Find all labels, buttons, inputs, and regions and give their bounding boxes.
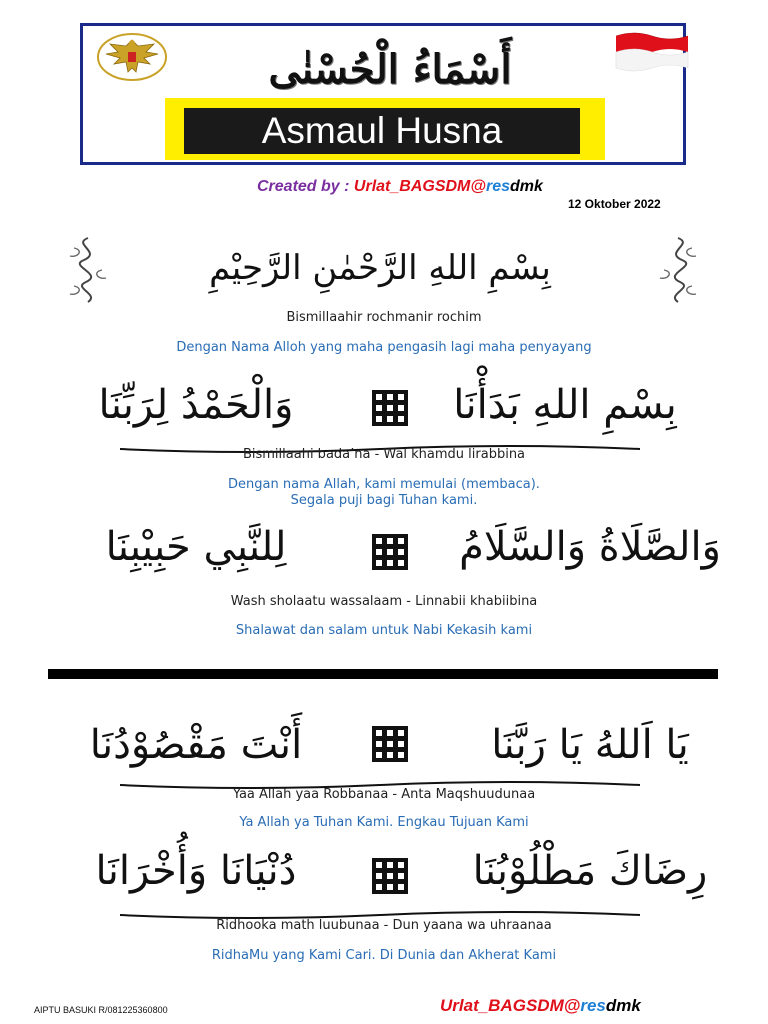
verse-2-transliteration: Bismillaahi bada’na - Wal khamdu lirabbina <box>242 447 526 462</box>
page-title: Asmaul Husna <box>184 108 580 154</box>
verse-2-arabic-left: وَالْحَمْدُ لِرَبِّنَا <box>98 382 294 428</box>
arabic-title: أَسْمَاءُ الْحُسْنٰى <box>268 46 512 93</box>
verse-1-translation: Dengan Nama Alloh yang maha pengasih lagi maha penyayang <box>176 340 592 355</box>
footer-credit-c: dmk <box>605 996 641 1015</box>
credit-line <box>257 178 543 196</box>
verse-5-transliteration: Ridhooka math luubunaa - Dun yaana wa uhraanaa <box>216 918 552 933</box>
verse-1-transliteration: Bismillaahir rochmanir rochim <box>286 310 482 325</box>
verse-3-separator-icon <box>370 532 410 572</box>
ornament-right-icon <box>654 234 702 308</box>
verse-2-separator-icon <box>370 388 410 428</box>
verse-3-arabic-right: وَالصَّلَاةُ وَالسَّلَامُ <box>459 524 721 570</box>
verse-2-translation-2: Segala puji bagi Tuhan kami. <box>290 493 478 508</box>
verse-4-arabic-left: أَنْتَ مَقْصُوْدُنَا <box>89 722 303 768</box>
indonesia-flag-icon <box>614 30 690 74</box>
credit-name-c: dmk <box>510 178 543 195</box>
footer-credit <box>440 996 641 1016</box>
verse-3-transliteration: Wash sholaatu wassalaam - Linnabii khabiibina <box>230 594 538 609</box>
credit-name-a: Urlat_BAGSDM@ <box>353 178 486 195</box>
verse-4-separator-icon <box>370 724 410 764</box>
credit-prefix: Created by : <box>257 178 354 195</box>
date-label: 12 Oktober 2022 <box>568 197 661 211</box>
verse-5-translation: RidhaMu yang Kami Cari. Di Dunia dan Akherat Kami <box>211 948 557 963</box>
verse-4-transliteration: Yaa Allah yaa Robbanaa - Anta Maqshuudunaa <box>232 787 536 802</box>
verse-3-arabic-left: لِلنَّبِي حَبِيْبِنَا <box>105 524 287 570</box>
verse-2-translation-1: Dengan nama Allah, kami memulai (membaca). <box>228 477 540 492</box>
footer-credit-b: res <box>580 996 606 1015</box>
footer-credit-a: Urlat_BAGSDM@ <box>440 996 581 1015</box>
verse-5-arabic-right: رِضَاكَ مَطْلُوْبُنَا <box>472 848 708 894</box>
ornament-left-icon <box>64 234 112 308</box>
verse-3-translation: Shalawat dan salam untuk Nabi Kekasih kami <box>235 623 533 638</box>
footer-contact: AIPTU BASUKI R/081225360800 <box>34 1005 168 1015</box>
verse-4-translation: Ya Allah ya Tuhan Kami. Engkau Tujuan Kami <box>239 815 529 830</box>
verse-2-arabic-right: بِسْمِ اللهِ بَدَأْنَا <box>453 382 677 428</box>
verse-1-arabic: بِسْمِ اللهِ الرَّحْمٰنِ الرَّحِيْمِ <box>209 248 551 288</box>
section-divider <box>48 669 718 679</box>
verse-5-separator-icon <box>370 856 410 896</box>
verse-4-arabic-right: يَا اَللهُ يَا رَبَّنَا <box>491 722 689 768</box>
garuda-emblem-icon <box>96 32 168 82</box>
verse-5-arabic-left: دُنْيَانَا وَأُخْرَانَا <box>95 848 297 894</box>
credit-name-b: res <box>485 178 511 195</box>
